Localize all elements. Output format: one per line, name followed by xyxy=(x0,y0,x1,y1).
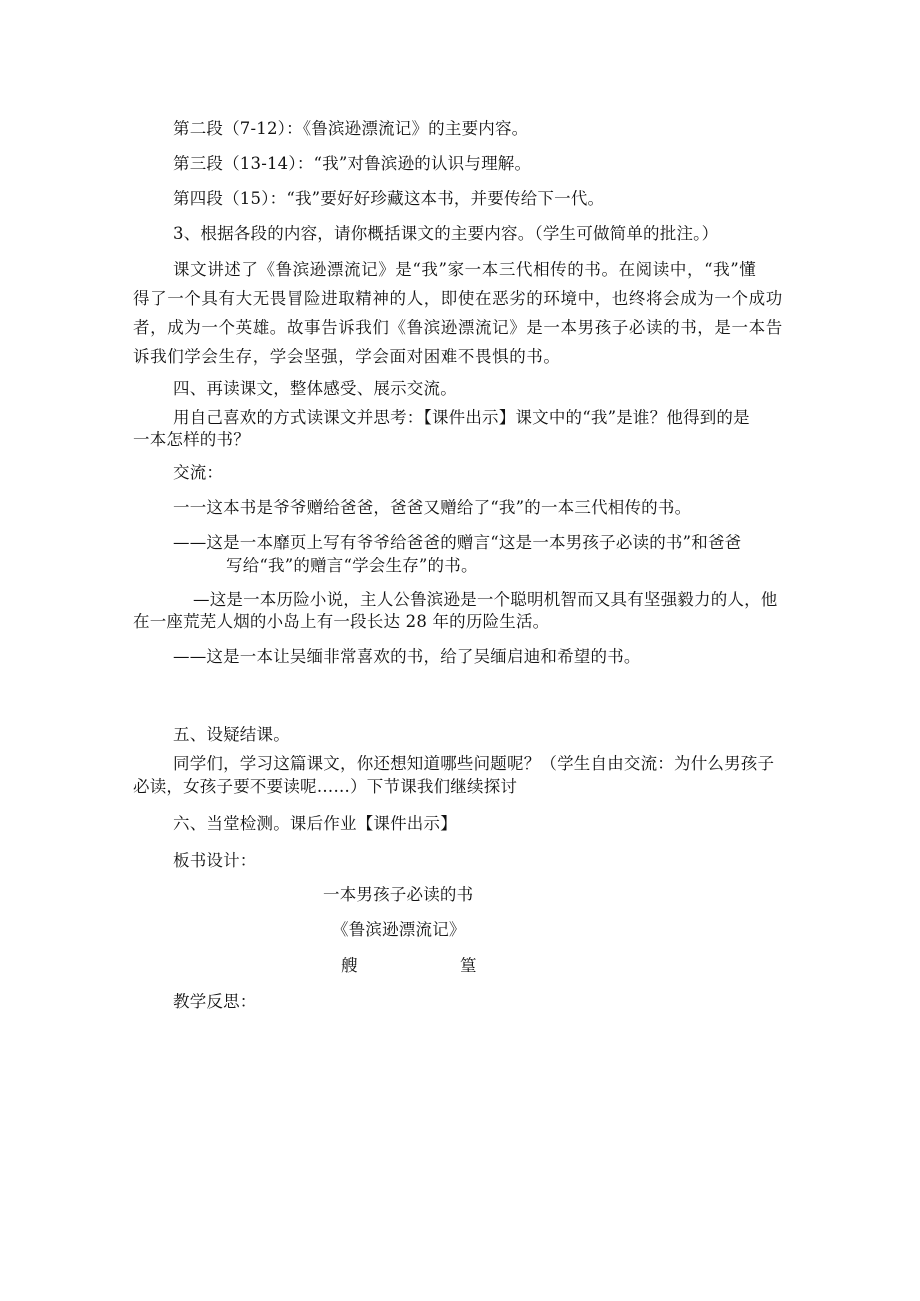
section-4-question-2: 一本怎样的书？ xyxy=(133,430,250,449)
section-6-title: 六、当堂检测。课后作业【课件出示】 xyxy=(173,814,457,833)
summary-paragraph xyxy=(173,255,756,284)
section-5-text-2: 必读，女孩子要不要读呢……）下节课我们继续探讨 xyxy=(133,777,518,796)
board-word-1: 艘 xyxy=(341,956,358,975)
section-4-title: 四、再读课文，整体感受、展示交流。 xyxy=(173,379,457,398)
answer-2-line-1: ——这是一本靡页上写有爷爷给爸爸的赠言“这是一本男孩子必读的书”和爸爸 xyxy=(173,533,742,552)
segment-2-line: 第二段（7-12）：《鲁滨逊漂流记》的主要内容。 xyxy=(173,119,529,138)
section-5-title: 五、设疑结课。 xyxy=(173,725,290,744)
segment-4-line: 第四段（15）：“我”要好好珍藏这本书，并要传给下一代。 xyxy=(173,189,605,208)
teaching-reflection-label: 教学反思： xyxy=(173,992,257,1011)
answer-3-line-1: —这是一本历险小说，主人公鲁滨逊是一个聪明机智而又具有坚强毅力的人，他 xyxy=(193,590,778,609)
summary-row: 得了一个具有大无畏冒险进取精神的人，即使在恶劣的环境中，也终将会成为一个成功 xyxy=(133,289,783,308)
answer-1: 一一这本书是爷爷赠给爸爸，爸爸又赠给了“我”的一本三代相传的书。 xyxy=(173,498,692,517)
summary-row: 课文讲述了《鲁滨逊漂流记》是“我”家一本三代相传的书。在阅读中，“我”懂 xyxy=(173,260,757,279)
answer-3-line-2: 在一座荒芜人烟的小岛上有一段长达 28 年的历险生活。 xyxy=(133,612,550,631)
summary-row: 诉我们学会生存，学会坚强，学会面对困难不畏惧的书。 xyxy=(133,347,561,366)
board-line-1: 一本男孩子必读的书 xyxy=(323,885,474,904)
segment-3-line: 第三段（13-14）：“我”对鲁滨逊的认识与理解。 xyxy=(173,154,532,173)
board-line-2: 《鲁滨逊漂流记》 xyxy=(332,920,466,939)
answer-2-line-2: 写给“我”的赠言“学会生存”的书。 xyxy=(226,556,478,575)
board-design-label: 板书设计： xyxy=(173,851,257,870)
section-5-text-1: 同学们，学习这篇课文，你还想知道哪些问题呢？（学生自由交流：为什么男孩子 xyxy=(173,754,775,773)
summary-row: 者，成为一个英雄。故事告诉我们《鲁滨逊漂流记》是一本男孩子必读的书，是一本告 xyxy=(133,318,783,337)
task-3-line: 3、根据各段的内容，请你概括课文的主要内容。（学生可做简单的批注。） xyxy=(173,224,719,243)
section-4-question-1: 用自己喜欢的方式读课文并思考：【课件出示】课文中的“我”是谁？他得到的是 xyxy=(173,408,750,427)
board-word-2: 篁 xyxy=(460,956,477,975)
answer-4: ——这是一本让吴缅非常喜欢的书，给了吴缅启迪和希望的书。 xyxy=(173,647,641,666)
summary-paragraph-body xyxy=(133,284,783,371)
exchange-label: 交流： xyxy=(173,463,224,482)
